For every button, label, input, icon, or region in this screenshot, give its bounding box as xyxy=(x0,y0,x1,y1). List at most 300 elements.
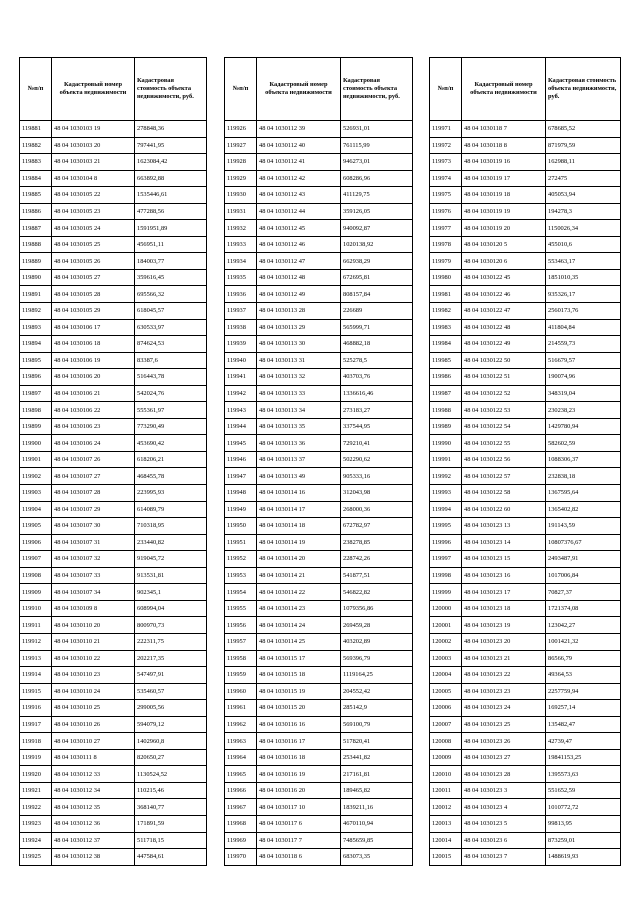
table-row xyxy=(430,418,621,435)
cell-cost: 312043,98 xyxy=(341,485,413,502)
cell-num: 119954 xyxy=(225,584,257,601)
cell-cadastral-number: 48 04 1030123 28 xyxy=(462,766,546,783)
cell-cost: 761115,99 xyxy=(341,137,413,154)
cell-cadastral-number: 48 04 1030122 52 xyxy=(462,385,546,402)
cell-num: 119975 xyxy=(430,187,462,204)
cell-cost: 1017006,84 xyxy=(546,567,621,584)
cell-cost: 905333,16 xyxy=(341,468,413,485)
cell-cadastral-number: 48 04 1030110 22 xyxy=(52,650,135,667)
cell-num: 119931 xyxy=(225,203,257,220)
cell-cadastral-number: 48 04 1030111 8 xyxy=(52,749,135,766)
cell-cost: 171891,59 xyxy=(135,815,207,832)
cell-cadastral-number: 48 04 1030114 18 xyxy=(257,518,341,535)
table-row xyxy=(225,418,413,435)
cell-num: 119903 xyxy=(20,485,52,502)
table-row xyxy=(225,369,413,386)
cell-cost: 800970,73 xyxy=(135,617,207,634)
cell-num: 120009 xyxy=(430,749,462,766)
cell-cadastral-number: 48 04 1030104 8 xyxy=(52,170,135,187)
cell-cadastral-number: 48 04 1030115 18 xyxy=(257,667,341,684)
table-row xyxy=(20,600,207,617)
table-row xyxy=(225,286,413,303)
table-row xyxy=(225,551,413,568)
cell-cost: 630533,97 xyxy=(135,319,207,336)
cell-num: 119957 xyxy=(225,633,257,650)
cell-num: 119946 xyxy=(225,451,257,468)
cell-cost: 453690,42 xyxy=(135,435,207,452)
table-row xyxy=(430,733,621,750)
table-row xyxy=(225,534,413,551)
table-row xyxy=(430,121,621,138)
table-row xyxy=(20,815,207,832)
cell-cadastral-number: 48 04 1030122 53 xyxy=(462,402,546,419)
cell-num: 119942 xyxy=(225,385,257,402)
cell-num: 119951 xyxy=(225,534,257,551)
cell-cost: 214559,73 xyxy=(546,336,621,353)
table-row xyxy=(430,782,621,799)
cell-cost: 468882,18 xyxy=(341,336,413,353)
table-row xyxy=(225,782,413,799)
cell-cadastral-number: 48 04 1030122 47 xyxy=(462,303,546,320)
cell-cost: 535460,57 xyxy=(135,683,207,700)
cell-cost: 913531,81 xyxy=(135,567,207,584)
cell-cadastral-number: 48 04 1030122 55 xyxy=(462,435,546,452)
cell-num: 120008 xyxy=(430,733,462,750)
cell-cadastral-number: 48 04 1030112 48 xyxy=(257,269,341,286)
cell-cost: 1119164,25 xyxy=(341,667,413,684)
cell-cadastral-number: 48 04 1030123 5 xyxy=(462,815,546,832)
table-row xyxy=(225,633,413,650)
cell-cadastral-number: 48 04 1030119 18 xyxy=(462,187,546,204)
cell-cadastral-number: 48 04 1030106 24 xyxy=(52,435,135,452)
cell-num: 120003 xyxy=(430,650,462,667)
cell-num: 119956 xyxy=(225,617,257,634)
table-row xyxy=(430,170,621,187)
cell-num: 119917 xyxy=(20,716,52,733)
cell-cadastral-number: 48 04 1030116 20 xyxy=(257,782,341,799)
table-row xyxy=(430,319,621,336)
cell-num: 119889 xyxy=(20,253,52,270)
cell-num: 120004 xyxy=(430,667,462,684)
table-row xyxy=(225,716,413,733)
cell-cost: 511718,15 xyxy=(135,832,207,849)
cell-cost: 569100,79 xyxy=(341,716,413,733)
table-row xyxy=(430,451,621,468)
cell-cost: 1395573,63 xyxy=(546,766,621,783)
cell-cost: 233440,82 xyxy=(135,534,207,551)
table-row xyxy=(20,253,207,270)
cell-num: 119892 xyxy=(20,303,52,320)
table-row xyxy=(225,600,413,617)
cell-cadastral-number: 48 04 1030107 28 xyxy=(52,485,135,502)
cell-cost: 184003,77 xyxy=(135,253,207,270)
cell-cost: 278848,36 xyxy=(135,121,207,138)
table-row xyxy=(225,154,413,171)
cell-num: 120005 xyxy=(430,683,462,700)
cell-num: 119923 xyxy=(20,815,52,832)
table-row xyxy=(225,617,413,634)
cell-cost: 594079,12 xyxy=(135,716,207,733)
cell-cost: 191143,59 xyxy=(546,518,621,535)
table-row xyxy=(20,435,207,452)
cell-cadastral-number: 48 04 1030109 8 xyxy=(52,600,135,617)
table-header-row xyxy=(20,58,207,121)
cell-cost: 70827,37 xyxy=(546,584,621,601)
table-header-row xyxy=(430,58,621,121)
table-row xyxy=(225,220,413,237)
table-row xyxy=(430,385,621,402)
cell-num: 119991 xyxy=(430,451,462,468)
cell-cost: 565999,71 xyxy=(341,319,413,336)
cell-cadastral-number: 48 04 1030105 23 xyxy=(52,203,135,220)
cell-num: 119940 xyxy=(225,352,257,369)
table-row xyxy=(20,849,207,866)
cell-num: 119941 xyxy=(225,369,257,386)
cell-cadastral-number: 48 04 1030107 29 xyxy=(52,501,135,518)
cell-cost: 2257759,94 xyxy=(546,683,621,700)
cell-cost: 553463,17 xyxy=(546,253,621,270)
cell-cadastral-number: 48 04 1030123 16 xyxy=(462,567,546,584)
cell-cadastral-number: 48 04 1030105 24 xyxy=(52,220,135,237)
table-row xyxy=(225,766,413,783)
cell-num: 119886 xyxy=(20,203,52,220)
cell-num: 119963 xyxy=(225,733,257,750)
cell-cadastral-number: 48 04 1030123 21 xyxy=(462,650,546,667)
cell-num: 119968 xyxy=(225,815,257,832)
table-row xyxy=(20,683,207,700)
table-row xyxy=(430,849,621,866)
cell-cost: 874624,53 xyxy=(135,336,207,353)
cell-num: 119937 xyxy=(225,303,257,320)
cell-cadastral-number: 48 04 1030123 23 xyxy=(462,683,546,700)
table-row xyxy=(225,567,413,584)
cell-cadastral-number: 48 04 1030122 50 xyxy=(462,352,546,369)
cell-cost: 1839211,16 xyxy=(341,799,413,816)
cell-cadastral-number: 48 04 1030112 41 xyxy=(257,154,341,171)
table-row xyxy=(20,617,207,634)
cell-cadastral-number: 48 04 1030117 6 xyxy=(257,815,341,832)
cell-cost: 49364,53 xyxy=(546,667,621,684)
cell-cadastral-number: 48 04 1030112 37 xyxy=(52,832,135,849)
cell-cost: 123042,27 xyxy=(546,617,621,634)
header-cadastral: Кадастровый номер объекта недвижимости xyxy=(462,58,546,121)
cell-cadastral-number: 48 04 1030105 27 xyxy=(52,269,135,286)
cell-num: 119920 xyxy=(20,766,52,783)
cell-num: 119979 xyxy=(430,253,462,270)
cell-num: 119994 xyxy=(430,501,462,518)
cell-num: 119924 xyxy=(20,832,52,849)
cell-cost: 542024,76 xyxy=(135,385,207,402)
table-row xyxy=(430,832,621,849)
cell-cadastral-number: 48 04 1030123 4 xyxy=(462,799,546,816)
cell-cadastral-number: 48 04 1030106 21 xyxy=(52,385,135,402)
cell-cost: 871979,59 xyxy=(546,137,621,154)
cell-cadastral-number: 48 04 1030112 40 xyxy=(257,137,341,154)
table-row xyxy=(20,137,207,154)
cell-cadastral-number: 48 04 1030113 29 xyxy=(257,319,341,336)
cell-cost: 516443,78 xyxy=(135,369,207,386)
cell-cost: 269459,28 xyxy=(341,617,413,634)
cell-cadastral-number: 48 04 1030110 26 xyxy=(52,716,135,733)
cell-cost: 285142,9 xyxy=(341,700,413,717)
cell-cadastral-number: 48 04 1030112 35 xyxy=(52,799,135,816)
table-row xyxy=(430,633,621,650)
cell-num: 119995 xyxy=(430,518,462,535)
cell-cadastral-number: 48 04 1030112 47 xyxy=(257,253,341,270)
cell-cost: 1721374,08 xyxy=(546,600,621,617)
cadastral-table-2 xyxy=(224,57,413,866)
cell-cadastral-number: 48 04 1030117 10 xyxy=(257,799,341,816)
cell-cadastral-number: 48 04 1030122 57 xyxy=(462,468,546,485)
table-row xyxy=(430,154,621,171)
cell-num: 119929 xyxy=(225,170,257,187)
table-row xyxy=(20,501,207,518)
cell-cost: 1623084,42 xyxy=(135,154,207,171)
cell-cost: 359126,05 xyxy=(341,203,413,220)
table-row xyxy=(430,435,621,452)
cell-num: 119935 xyxy=(225,269,257,286)
cell-num: 119959 xyxy=(225,667,257,684)
cell-num: 119882 xyxy=(20,137,52,154)
cell-cadastral-number: 48 04 1030113 33 xyxy=(257,385,341,402)
cell-cadastral-number: 48 04 1030105 28 xyxy=(52,286,135,303)
table-row xyxy=(430,667,621,684)
cell-num: 119989 xyxy=(430,418,462,435)
cell-cost: 232838,18 xyxy=(546,468,621,485)
table-row xyxy=(430,766,621,783)
cell-cadastral-number: 48 04 1030123 3 xyxy=(462,782,546,799)
cell-cadastral-number: 48 04 1030113 35 xyxy=(257,418,341,435)
table-row xyxy=(20,551,207,568)
cell-num: 119915 xyxy=(20,683,52,700)
table-row xyxy=(225,187,413,204)
cell-cost: 551652,59 xyxy=(546,782,621,799)
table-body xyxy=(225,121,413,866)
cell-num: 119948 xyxy=(225,485,257,502)
cell-cost: 42739,47 xyxy=(546,733,621,750)
cell-num: 119885 xyxy=(20,187,52,204)
table-row xyxy=(20,203,207,220)
cell-num: 119999 xyxy=(430,584,462,601)
cell-num: 119986 xyxy=(430,369,462,386)
table-row xyxy=(20,584,207,601)
table-row xyxy=(430,650,621,667)
cell-cost: 217161,81 xyxy=(341,766,413,783)
header-cadastral: Кадастровый номер объекта недвижимости xyxy=(257,58,341,121)
table-row xyxy=(430,501,621,518)
cell-num: 119887 xyxy=(20,220,52,237)
cell-cost: 919045,72 xyxy=(135,551,207,568)
cell-cost: 272475 xyxy=(546,170,621,187)
cell-cadastral-number: 48 04 1030123 6 xyxy=(462,832,546,849)
table-row xyxy=(20,567,207,584)
cell-cadastral-number: 48 04 1030122 58 xyxy=(462,485,546,502)
table-row xyxy=(20,352,207,369)
cell-cost: 403202,89 xyxy=(341,633,413,650)
cell-cost: 2493487,91 xyxy=(546,551,621,568)
cell-num: 119891 xyxy=(20,286,52,303)
cell-cadastral-number: 48 04 1030114 25 xyxy=(257,633,341,650)
cell-num: 119997 xyxy=(430,551,462,568)
table-row xyxy=(225,749,413,766)
table-row xyxy=(430,683,621,700)
cell-cadastral-number: 48 04 1030118 8 xyxy=(462,137,546,154)
table-row xyxy=(225,352,413,369)
cell-cadastral-number: 48 04 1030119 17 xyxy=(462,170,546,187)
cell-cost: 403703,76 xyxy=(341,369,413,386)
cell-cadastral-number: 48 04 1030110 20 xyxy=(52,617,135,634)
cell-num: 119921 xyxy=(20,782,52,799)
table-row xyxy=(20,418,207,435)
cell-cost: 1336616,46 xyxy=(341,385,413,402)
table-row xyxy=(430,352,621,369)
table-row xyxy=(430,518,621,535)
cell-num: 119987 xyxy=(430,385,462,402)
cell-num: 119932 xyxy=(225,220,257,237)
cell-cadastral-number: 48 04 1030113 34 xyxy=(257,402,341,419)
cell-num: 119984 xyxy=(430,336,462,353)
cell-cost: 820650,27 xyxy=(135,749,207,766)
cell-cost: 194278,3 xyxy=(546,203,621,220)
cell-cadastral-number: 48 04 1030112 38 xyxy=(52,849,135,866)
cell-cadastral-number: 48 04 1030123 22 xyxy=(462,667,546,684)
cell-num: 119936 xyxy=(225,286,257,303)
cell-cadastral-number: 48 04 1030107 33 xyxy=(52,567,135,584)
cell-cost: 1001421,32 xyxy=(546,633,621,650)
cell-num: 120000 xyxy=(430,600,462,617)
cell-cadastral-number: 48 04 1030105 29 xyxy=(52,303,135,320)
table-body xyxy=(20,121,207,866)
cell-num: 119949 xyxy=(225,501,257,518)
cell-cost: 547497,91 xyxy=(135,667,207,684)
cell-cost: 135482,47 xyxy=(546,716,621,733)
table-row xyxy=(20,782,207,799)
cell-num: 119902 xyxy=(20,468,52,485)
cell-cadastral-number: 48 04 1030114 21 xyxy=(257,567,341,584)
cell-cadastral-number: 48 04 1030107 26 xyxy=(52,451,135,468)
table-row xyxy=(20,170,207,187)
cell-cost: 456951,11 xyxy=(135,236,207,253)
cell-cost: 695566,32 xyxy=(135,286,207,303)
cell-cadastral-number: 48 04 1030106 18 xyxy=(52,336,135,353)
cell-cost: 662938,29 xyxy=(341,253,413,270)
cell-cadastral-number: 48 04 1030115 17 xyxy=(257,650,341,667)
header-cadastral: Кадастровый номер объекта недвижимости xyxy=(52,58,135,121)
table-row xyxy=(225,121,413,138)
table-row xyxy=(20,534,207,551)
header-cost: Кадастровая стоимость объекта недвижимости, руб. xyxy=(341,58,413,121)
cell-cost: 447584,61 xyxy=(135,849,207,866)
cell-num: 119909 xyxy=(20,584,52,601)
cell-cost: 1429780,94 xyxy=(546,418,621,435)
cell-cost: 10807376,67 xyxy=(546,534,621,551)
cell-cadastral-number: 48 04 1030120 6 xyxy=(462,253,546,270)
cell-cost: 935326,17 xyxy=(546,286,621,303)
cell-cost: 541877,51 xyxy=(341,567,413,584)
cell-cadastral-number: 48 04 1030118 7 xyxy=(462,121,546,138)
header-cost: Кадастровая стоимость объекта недвижимости, руб. xyxy=(546,58,621,121)
cell-cadastral-number: 48 04 1030113 31 xyxy=(257,352,341,369)
cell-num: 119953 xyxy=(225,567,257,584)
cell-num: 119993 xyxy=(430,485,462,502)
table-row xyxy=(430,749,621,766)
cell-cost: 1365402,82 xyxy=(546,501,621,518)
cell-cadastral-number: 48 04 1030122 45 xyxy=(462,269,546,286)
cell-cost: 405053,94 xyxy=(546,187,621,204)
cell-cadastral-number: 48 04 1030103 19 xyxy=(52,121,135,138)
cell-cadastral-number: 48 04 1030113 37 xyxy=(257,451,341,468)
table-row xyxy=(20,369,207,386)
cell-num: 120001 xyxy=(430,617,462,634)
cell-cost: 455010,6 xyxy=(546,236,621,253)
table-row xyxy=(225,683,413,700)
table-row xyxy=(20,633,207,650)
table-row xyxy=(20,749,207,766)
cell-cadastral-number: 48 04 1030123 20 xyxy=(462,633,546,650)
cell-cost: 222311,75 xyxy=(135,633,207,650)
cell-cost: 516679,57 xyxy=(546,352,621,369)
cell-num: 119947 xyxy=(225,468,257,485)
cell-cadastral-number: 48 04 1030112 34 xyxy=(52,782,135,799)
table-row xyxy=(20,187,207,204)
table-row xyxy=(20,154,207,171)
cell-cadastral-number: 48 04 1030122 48 xyxy=(462,319,546,336)
cell-num: 119982 xyxy=(430,303,462,320)
table-row xyxy=(225,336,413,353)
cell-cadastral-number: 48 04 1030103 21 xyxy=(52,154,135,171)
cell-cost: 299005,56 xyxy=(135,700,207,717)
cell-cost: 1020138,92 xyxy=(341,236,413,253)
table-row xyxy=(225,584,413,601)
cell-num: 119919 xyxy=(20,749,52,766)
table-row xyxy=(225,485,413,502)
table-row xyxy=(225,650,413,667)
cell-cost: 468455,78 xyxy=(135,468,207,485)
table-row xyxy=(225,253,413,270)
header-num: №п/п xyxy=(20,58,52,121)
cell-num: 119933 xyxy=(225,236,257,253)
cell-cadastral-number: 48 04 1030105 25 xyxy=(52,236,135,253)
cell-cadastral-number: 48 04 1030106 20 xyxy=(52,369,135,386)
table-row xyxy=(225,832,413,849)
table-row xyxy=(20,766,207,783)
table-row xyxy=(225,468,413,485)
cell-num: 119985 xyxy=(430,352,462,369)
cell-num: 119910 xyxy=(20,600,52,617)
cell-cadastral-number: 48 04 1030112 36 xyxy=(52,815,135,832)
table-row xyxy=(225,269,413,286)
cell-num: 119944 xyxy=(225,418,257,435)
cell-num: 119988 xyxy=(430,402,462,419)
table-row xyxy=(430,468,621,485)
cell-num: 119980 xyxy=(430,269,462,286)
cell-num: 120006 xyxy=(430,700,462,717)
table-row xyxy=(225,137,413,154)
cell-cadastral-number: 48 04 1030114 19 xyxy=(257,534,341,551)
table-row xyxy=(430,203,621,220)
cell-num: 119884 xyxy=(20,170,52,187)
cell-cadastral-number: 48 04 1030123 27 xyxy=(462,749,546,766)
table-row xyxy=(430,236,621,253)
table-header-row xyxy=(225,58,413,121)
table-row xyxy=(225,849,413,866)
cell-num: 119978 xyxy=(430,236,462,253)
cell-cost: 1088306,37 xyxy=(546,451,621,468)
cell-num: 120011 xyxy=(430,782,462,799)
cell-cadastral-number: 48 04 1030103 20 xyxy=(52,137,135,154)
table-row xyxy=(20,667,207,684)
cell-cadastral-number: 48 04 1030123 13 xyxy=(462,518,546,535)
